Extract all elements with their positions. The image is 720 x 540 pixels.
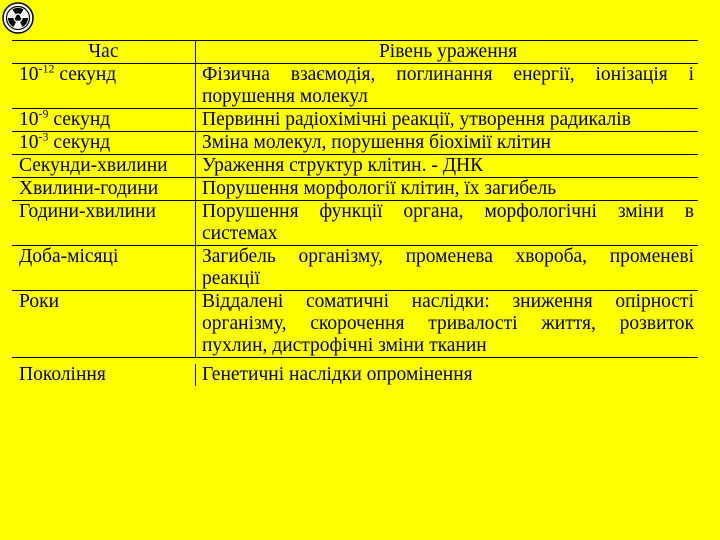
level-cell (196, 178, 698, 200)
time-exponent: -9 (38, 106, 49, 121)
table-row (12, 154, 698, 177)
table-row (12, 63, 698, 108)
time-cell: Хвилини-години (12, 178, 196, 200)
table-row (12, 108, 698, 131)
time-cell: Доба-місяці (12, 246, 196, 290)
time-cell (12, 106, 196, 131)
level-line: порушення молекул (202, 86, 368, 107)
level-line: Віддалені соматичні наслідки: зниження опірності (202, 291, 694, 312)
time-base: 10 (19, 64, 39, 85)
level-cell (196, 109, 698, 131)
level-cell (196, 201, 698, 245)
table-header-row (12, 40, 698, 63)
table-row (12, 357, 698, 386)
level-cell (196, 132, 698, 154)
time-cell (12, 61, 196, 108)
time-unit: секунд (48, 132, 111, 153)
table-row (12, 290, 698, 357)
level-line: пухлин, дистрофічні зміни тканин (202, 335, 487, 356)
radiation-damage-table (12, 40, 698, 386)
time-cell: Покоління (12, 364, 196, 386)
level-line: організму, скорочення тривалості життя, розвиток (202, 313, 694, 334)
level-cell (196, 64, 698, 108)
table-row (12, 177, 698, 200)
time-cell (12, 129, 196, 154)
level-line: Порушення морфології клітин, їх загибель (202, 178, 557, 199)
level-line: реакції (202, 268, 261, 289)
level-line: Зміна молекул, порушення біохімії клітин (202, 132, 551, 153)
level-cell (196, 364, 698, 386)
level-line: Порушення функції органа, морфологічні зміни в (202, 201, 694, 222)
table-row (12, 245, 698, 290)
time-cell: Години-хвилини (12, 201, 196, 245)
time-exponent: -12 (38, 61, 55, 76)
level-line: Первинні радіохімічні реакції, утворення радикалів (202, 109, 631, 130)
level-cell (196, 155, 698, 177)
level-line: Генетичні наслідки опромінення (202, 364, 473, 385)
table-row (12, 131, 698, 154)
table-row (12, 200, 698, 245)
time-unit: секунд (48, 109, 111, 130)
time-cell: Роки (12, 291, 196, 357)
time-base: 10 (19, 109, 39, 130)
radiation-hazard-icon (2, 2, 34, 34)
level-cell (196, 291, 698, 357)
time-exponent: -3 (38, 129, 49, 144)
time-cell: Секунди-хвилини (12, 155, 196, 177)
level-line: Ураження структур клітин. - ДНК (202, 155, 484, 176)
time-base: 10 (19, 132, 39, 153)
header-time: Час (12, 41, 196, 63)
level-line: системах (202, 223, 278, 244)
level-line: Загибель організму, променева хвороба, променеві (202, 246, 694, 267)
level-cell (196, 246, 698, 290)
time-unit: секунд (54, 64, 117, 85)
level-line: Фізична взаємодія, поглинання енергії, іонізація і (202, 64, 694, 85)
header-level: Рівень ураження (378, 41, 518, 62)
